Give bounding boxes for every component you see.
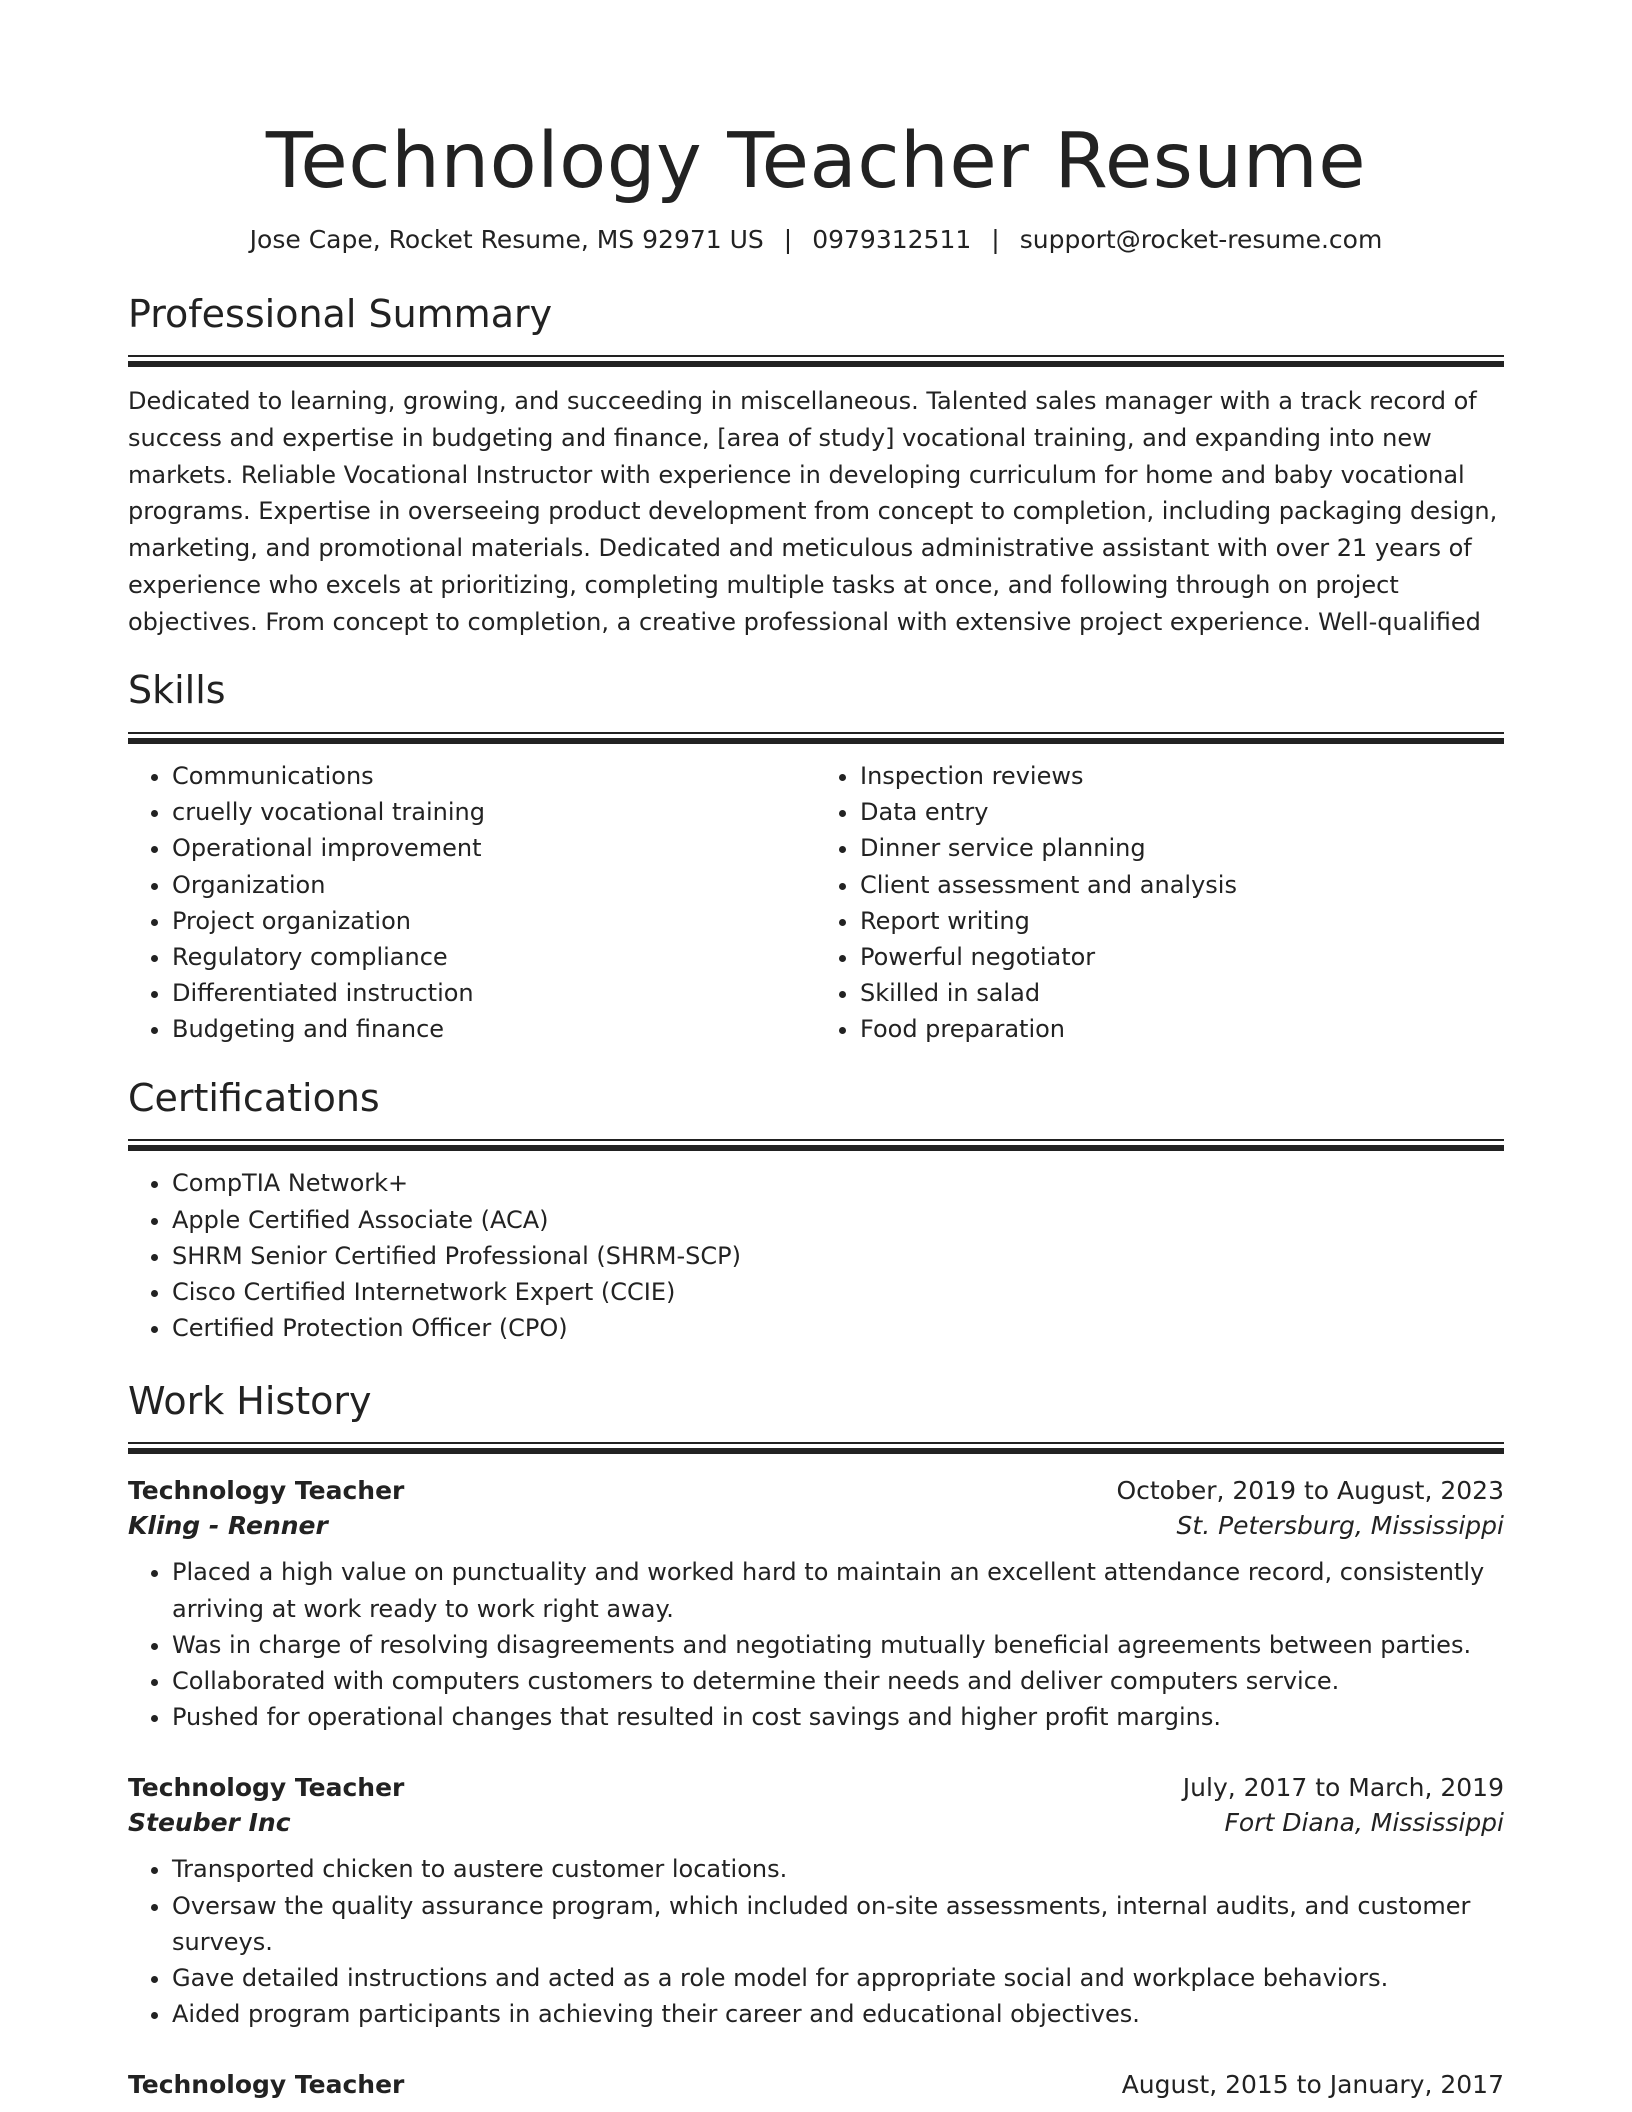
contact-phone: 0979312511: [812, 224, 972, 254]
certification-item: • CompTIA Network+: [172, 1165, 1504, 1201]
job-bullet: • Collaborated with computers customers to determine their needs and deliver computers service.: [172, 1663, 1504, 1699]
certifications-section: [128, 1075, 1504, 1347]
certification-item: • Apple Certified Associate (ACA): [172, 1202, 1504, 1238]
skill-item: • Client assessment and analysis: [860, 867, 1504, 903]
skill-item: • Budgeting and finance: [172, 1011, 816, 1047]
job-company: Steuber Inc: [128, 1808, 291, 1838]
skills-columns: [128, 758, 1504, 1048]
divider: [128, 732, 1504, 734]
job-subheader-row: [128, 1505, 1504, 1540]
certifications-heading: Certifications: [128, 1075, 380, 1120]
certifications-list: [128, 1165, 1504, 1346]
certification-item: • Cisco Certified Internetwork Expert (CCIE): [172, 1274, 1504, 1310]
job-company: Kling - Renner: [128, 1511, 328, 1541]
certification-item: • SHRM Senior Certified Professional (SHRM-SCP): [172, 1238, 1504, 1274]
summary-text: Dedicated to learning, growing, and succeeding in miscellaneous. Talented sales manager with a track record of success and expertise in budgeting and finance, [area of study] vocational training, and expanding into new markets. Reliable Vocational Instructor with experience in developing curriculum for home and baby vocational programs. Expertise in overseeing product development from concept to completion, including packaging design, marketing, and promotional materials. Dedicated and meticulous administrative assistant with over 21 years of experience who excels at prioritizing, completing multiple tasks at once, and following through on project objectives. From concept to completion, a creative professional with extensive project experience. Well-qualified: [128, 387, 1498, 636]
skill-item: • Report writing: [860, 903, 1504, 939]
contact-separator: |: [991, 224, 1000, 254]
job-header-row: [128, 1476, 1504, 1505]
divider: [128, 1139, 1504, 1141]
skill-item: • Operational improvement: [172, 830, 816, 866]
divider: [128, 738, 1504, 744]
divider: [128, 361, 1504, 367]
skill-item: • Regulatory compliance: [172, 939, 816, 975]
skills-right-list: [816, 758, 1504, 1048]
job-subheader-row: [128, 1802, 1504, 1837]
skills-left-list: [128, 758, 816, 1048]
job-title: Technology Teacher: [128, 1476, 405, 1506]
divider: [128, 1145, 1504, 1151]
certification-item: • Certified Protection Officer (CPO): [172, 1310, 1504, 1346]
job-bullet-list: [128, 1851, 1504, 2032]
job-bullet: • Was in charge of resolving disagreements and negotiating mutually beneficial agreements between parties.: [172, 1627, 1504, 1663]
skill-item: • Organization: [172, 867, 816, 903]
summary-section: [128, 291, 1504, 641]
contact-separator: |: [783, 224, 793, 254]
skill-item: • Differentiated instruction: [172, 975, 816, 1011]
job-header-row: [128, 2070, 1504, 2099]
job-bullet: • Aided program participants in achieving their career and educational objectives.: [172, 1996, 1504, 2032]
skill-item: • Skilled in salad: [860, 975, 1504, 1011]
job-location: Fort Diana, Mississippi: [1224, 1808, 1504, 1838]
divider: [128, 1448, 1504, 1454]
skill-item: • Food preparation: [860, 1011, 1504, 1047]
skill-item: • Inspection reviews: [860, 758, 1504, 794]
contact-line: [128, 225, 1504, 254]
job-entry: [128, 1773, 1504, 2032]
job-entry: [128, 1476, 1504, 1735]
skill-item: • Communications: [172, 758, 816, 794]
job-dates: August, 2015 to January, 2017: [1121, 2070, 1504, 2100]
job-bullet: • Oversaw the quality assurance program, which included on-site assessments, internal audits, and customer surveys.: [172, 1888, 1504, 1960]
resume-page: [128, 0, 1504, 2112]
skill-item: • Dinner service planning: [860, 830, 1504, 866]
job-bullet: • Placed a high value on punctuality and worked hard to maintain an excellent attendance record, consistently arriving at work ready to work right away.: [172, 1554, 1504, 1626]
divider: [128, 355, 1504, 357]
skills-heading: Skills: [128, 668, 226, 713]
job-bullet-list: [128, 1554, 1504, 1735]
job-title: Technology Teacher: [128, 2070, 405, 2100]
job-entry: [128, 2070, 1504, 2099]
job-dates: October, 2019 to August, 2023: [1116, 1476, 1504, 1506]
job-header-row: [128, 1773, 1504, 1802]
work-history-heading: Work History: [128, 1378, 372, 1423]
skills-section: [128, 670, 1504, 1047]
job-bullet: • Gave detailed instructions and acted as a role model for appropriate social and workplace behaviors.: [172, 1960, 1504, 1996]
work-history-section: [128, 1378, 1504, 2100]
contact-address: Jose Cape, Rocket Resume, MS 92971 US: [249, 224, 764, 254]
skill-item: • Project organization: [172, 903, 816, 939]
job-location: St. Petersburg, Mississippi: [1176, 1511, 1504, 1541]
job-bullet: • Transported chicken to austere customer locations.: [172, 1851, 1504, 1887]
divider: [128, 1442, 1504, 1444]
resume-title: Technology Teacher Resume: [265, 117, 1367, 206]
skill-item: • Powerful negotiator: [860, 939, 1504, 975]
summary-heading: Professional Summary: [128, 291, 553, 336]
skill-item: • cruelly vocational training: [172, 794, 816, 830]
skill-item: • Data entry: [860, 794, 1504, 830]
job-bullet: • Pushed for operational changes that resulted in cost savings and higher profit margins.: [172, 1699, 1504, 1735]
contact-email: support@rocket-resume.com: [1019, 224, 1383, 254]
job-title: Technology Teacher: [128, 1773, 405, 1803]
job-dates: July, 2017 to March, 2019: [1182, 1773, 1504, 1803]
